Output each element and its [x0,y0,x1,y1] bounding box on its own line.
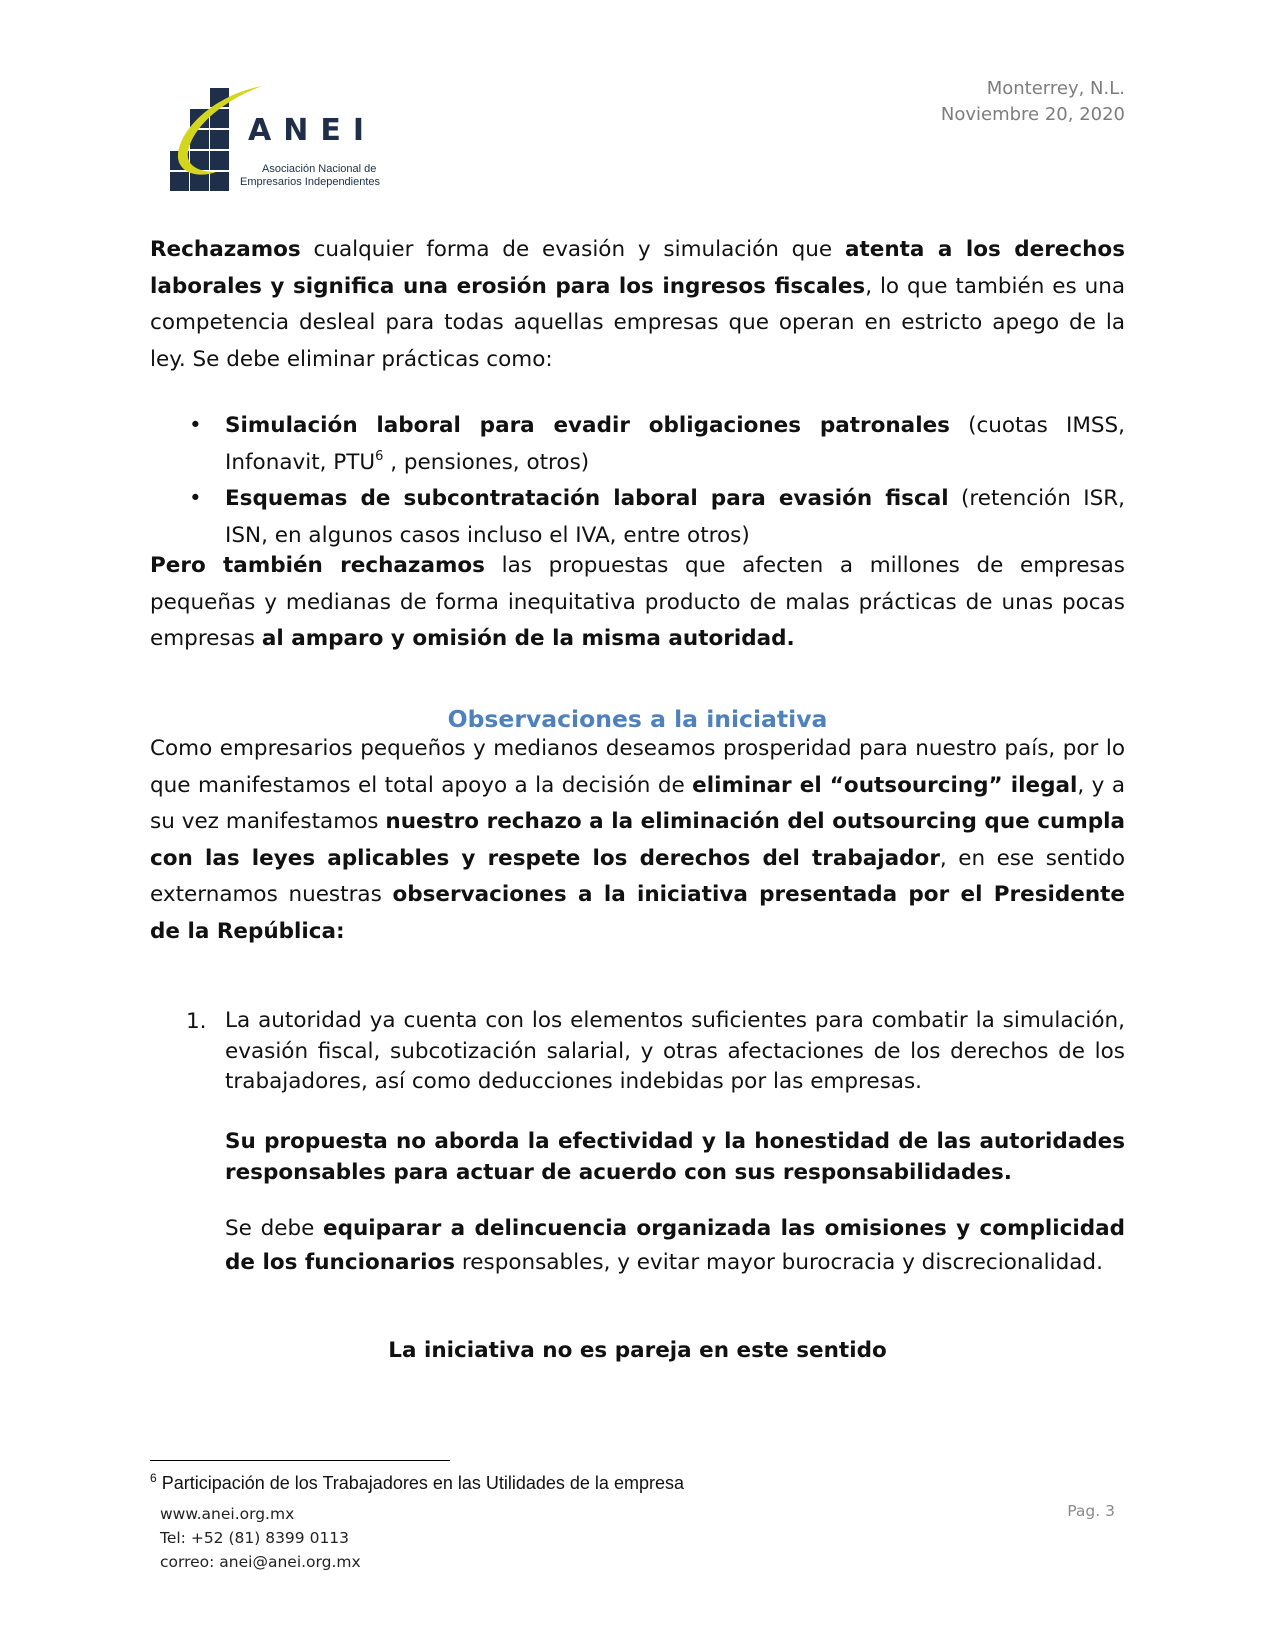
anei-logo [170,86,400,196]
logo-tagline-1: Asociación Nacional de [262,163,377,175]
list-item: • Esquemas de subcontratación laboral para evasión fiscal (retención ISR, ISN, en algunos casos incluso el IVA, entre otros) [150,481,1125,554]
item-paragraph: Se debe equiparar a delincuencia organizada las omisiones y complicidad de los funcionarios responsables, y evitar mayor burocracia y discrecionalidad. [225,1215,1126,1275]
section-heading: Observaciones a la iniciativa [447,705,828,733]
item-number: 1. [186,1009,207,1034]
list-item: • Simulación laboral para evadir obligaciones patronales (cuotas IMSS, Infonavit, PTU$^6$ , pensiones, otros) [150,408,1125,481]
footer-email[interactable]: correo: anei@anei.org.mx [160,1553,361,1571]
footer-contact [160,1502,361,1574]
footnote: $^6$ Participación de los Trabajadores en las Utilidades de la empresa [150,1471,684,1493]
footer-website[interactable]: www.anei.org.mx [160,1505,295,1523]
item-text: La autoridad ya cuenta con los elementos suficientes para combatir la simulación, evasión fiscal, subcotización salarial, y otras afectaciones de los derechos de los trabajadores, así como deducciones indebidas por las empresas. [225,1008,1125,1094]
bullet-icon: • [189,413,202,438]
paragraph-pero-tambien: Pero también rechazamos las propuestas que afecten a millones de empresas pequeñas y medianas de forma inequitativa producto de malas prácticas de unas pocas empresas al amparo y omisión de la misma autoridad. [150,553,1125,651]
paragraph-rechazamos: Rechazamos cualquier forma de evasión y simulación que atenta a los derechos laborales y significa una erosión para los ingresos fiscales, lo que también es una competencia desleal para todas aquellas empresas que operan en estricto apego de la ley. Se debe eliminar prácticas como: [150,237,1125,372]
date: Noviembre 20, 2020 [940,104,1125,125]
numbered-item-1 [150,1006,1125,1280]
item-bold-paragraph: Su propuesta no aborda la efectividad y la honestidad de las autoridades responsables para actuar de acuerdo con sus responsabilidades. [225,1128,1125,1185]
closing-statement: La iniciativa no es pareja en este sentido [388,1338,887,1363]
bullet-icon: • [189,486,202,511]
logo-tagline-2: Empresarios Independientes [240,176,381,188]
footnote-ref: 6 [375,448,384,464]
paragraph-como-empresarios: Como empresarios pequeños y medianos deseamos prosperidad para nuestro país, por lo que manifestamos el total apoyo a la decisión de eliminar el “outsourcing” ilegal, y a su vez manifestamos nuestro rechazo a la eliminación del outsourcing que cumpla con las leyes aplicables y respete los derechos del trabajador, en ese sentido externamos nuestras observaciones a la iniciativa presentada por el Presidente de la República: [150,736,1126,944]
place-date [941,76,1125,128]
place: Monterrey, N.L. [986,78,1125,99]
page-number: Pag. 3 [1067,1502,1115,1520]
footer-phone: Tel: +52 (81) 8399 0113 [160,1529,350,1547]
practices-list [150,408,1125,554]
logo-wordmark: ANEI [248,113,376,148]
footnote-divider [150,1460,450,1461]
